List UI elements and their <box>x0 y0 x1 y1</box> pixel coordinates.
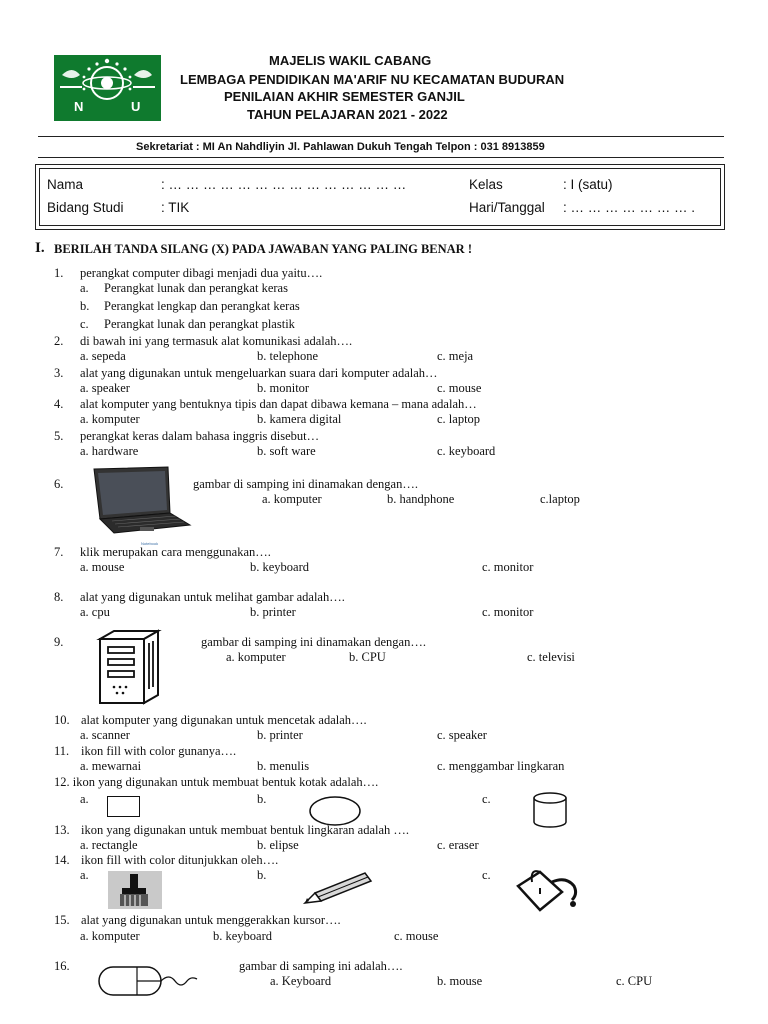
q11-option-c[interactable]: c. menggambar lingkaran <box>437 759 565 773</box>
q13-text: ikon yang digunakan untuk membuat bentuk lingkaran adalah …. <box>81 823 410 837</box>
q1-option-a[interactable]: Perangkat lunak dan perangkat keras <box>104 281 288 295</box>
q3-number: 3. <box>54 366 64 380</box>
header-line-4: TAHUN PELAJARAN 2021 - 2022 <box>247 107 448 122</box>
q1-option-a-letter: a. <box>80 281 89 295</box>
q14-text: ikon fill with color ditunjukkan oleh…. <box>81 853 279 867</box>
q1-option-b-letter: b. <box>80 299 90 313</box>
q1-option-c[interactable]: Perangkat lunak dan perangkat plastik <box>104 317 295 331</box>
q7-number: 7. <box>54 545 64 559</box>
q12-option-a[interactable]: a. <box>80 792 89 806</box>
q2-option-c[interactable]: c. meja <box>437 349 474 363</box>
q1-text: perangkat computer dibagi menjadi dua yaitu…. <box>80 266 323 280</box>
q4-text: alat komputer yang bentuknya tipis dan dapat dibawa kemana – mana adalah… <box>80 397 477 411</box>
q6-option-b[interactable]: b. handphone <box>387 492 455 506</box>
q2-option-b[interactable]: b. telephone <box>257 349 319 363</box>
q13-number: 13. <box>54 823 70 837</box>
q10-option-b[interactable]: b. printer <box>257 728 303 742</box>
q13-option-a[interactable]: a. rectangle <box>80 838 138 852</box>
brush-icon[interactable] <box>108 871 162 909</box>
q11-number: 11. <box>54 744 70 758</box>
header-divider-bottom <box>38 157 724 158</box>
q4-number: 4. <box>54 397 64 411</box>
kelas-value: : I (satu) <box>563 177 613 192</box>
q16-option-b[interactable]: b. mouse <box>437 974 483 988</box>
q10-option-a[interactable]: a. scanner <box>80 728 130 742</box>
header-divider-top <box>38 136 724 137</box>
q11-option-a[interactable]: a. mewarnai <box>80 759 142 773</box>
q10-text: alat komputer yang digunakan untuk mencetak adalah…. <box>81 713 367 727</box>
cpu-tower-image <box>96 629 162 705</box>
secretariat-line: Sekretariat : MI An Nahdliyin Jl. Pahlawan Dukuh Tengah Telpon : 031 8913859 <box>136 141 545 153</box>
q16-number: 16. <box>54 959 70 973</box>
q12-text: 12. ikon yang digunakan untuk membuat bentuk kotak adalah…. <box>54 775 379 789</box>
q14-number: 14. <box>54 853 70 867</box>
header-line-2: LEMBAGA PENDIDIKAN MA'ARIF NU KECAMATAN BUDURAN <box>180 72 565 87</box>
cylinder-icon[interactable] <box>532 791 568 829</box>
q7-option-c[interactable]: c. monitor <box>482 560 534 574</box>
q2-text: di bawah ini yang termasuk alat komunikasi adalah…. <box>80 334 353 348</box>
q12-option-b[interactable]: b. <box>257 792 267 806</box>
q16-option-a[interactable]: a. Keyboard <box>270 974 332 988</box>
q9-option-b[interactable]: b. CPU <box>349 650 386 664</box>
q8-option-b[interactable]: b. printer <box>250 605 296 619</box>
q15-option-b[interactable]: b. keyboard <box>213 929 273 943</box>
q5-text: perangkat keras dalam bahasa inggris disebut… <box>80 429 320 443</box>
q3-option-b[interactable]: b. monitor <box>257 381 310 395</box>
q1-number: 1. <box>54 266 64 280</box>
section-numeral: I. <box>35 240 45 256</box>
q6-option-c[interactable]: c.laptop <box>540 492 580 506</box>
q2-number: 2. <box>54 334 64 348</box>
q15-option-c[interactable]: c. mouse <box>394 929 439 943</box>
q10-number: 10. <box>54 713 70 727</box>
q4-option-b[interactable]: b. kamera digital <box>257 412 342 426</box>
hari-tanggal-value[interactable]: : … … … … … … … . <box>563 200 696 215</box>
q5-option-a[interactable]: a. hardware <box>80 444 139 458</box>
header-line-3: PENILAIAN AKHIR SEMESTER GANJIL <box>224 89 465 104</box>
section-instruction: BERILAH TANDA SILANG (X) PADA JAWABAN YANG PALING BENAR ! <box>54 242 472 256</box>
q7-option-a[interactable]: a. mouse <box>80 560 125 574</box>
q3-option-a[interactable]: a. speaker <box>80 381 130 395</box>
q8-option-a[interactable]: a. cpu <box>80 605 110 619</box>
q8-option-c[interactable]: c. monitor <box>482 605 534 619</box>
q4-option-c[interactable]: c. laptop <box>437 412 481 426</box>
q14-option-b[interactable]: b. <box>257 868 267 882</box>
q12-option-c[interactable]: c. <box>482 792 491 806</box>
q4-option-a[interactable]: a. komputer <box>80 412 140 426</box>
kelas-label: Kelas <box>469 177 503 192</box>
hari-tanggal-label: Hari/Tanggal <box>469 200 545 215</box>
q3-option-c[interactable]: c. mouse <box>437 381 482 395</box>
q6-number: 6. <box>54 477 64 491</box>
q6-option-a[interactable]: a. komputer <box>262 492 322 506</box>
q15-option-a[interactable]: a. komputer <box>80 929 140 943</box>
nu-logo <box>54 55 161 121</box>
q16-text: gambar di samping ini adalah…. <box>239 959 403 973</box>
paint-bucket-icon[interactable] <box>512 868 580 914</box>
q9-option-a[interactable]: a. komputer <box>226 650 286 664</box>
q5-option-b[interactable]: b. soft ware <box>257 444 316 458</box>
q6-text: gambar di samping ini dinamakan dengan…. <box>193 477 418 491</box>
rectangle-icon[interactable] <box>107 796 140 817</box>
pencil-icon[interactable] <box>301 871 375 905</box>
header-line-1: MAJELIS WAKIL CABANG <box>269 53 432 68</box>
nama-value[interactable]: : … … … … … … … … … … … … … … <box>161 177 407 192</box>
q1-option-b[interactable]: Perangkat lengkap dan perangkat keras <box>104 299 300 313</box>
laptop-image <box>88 463 194 543</box>
q15-number: 15. <box>54 913 70 927</box>
q11-option-b[interactable]: b. menulis <box>257 759 310 773</box>
mouse-image <box>97 964 207 998</box>
q15-text: alat yang digunakan untuk menggerakkan kursor…. <box>81 913 341 927</box>
q9-number: 9. <box>54 635 64 649</box>
nama-label: Nama <box>47 177 84 192</box>
q13-option-b[interactable]: b. elipse <box>257 838 299 852</box>
q14-option-a[interactable]: a. <box>80 868 89 882</box>
q9-text: gambar di samping ini dinamakan dengan…. <box>201 635 426 649</box>
nu-logo-text: N U <box>74 99 141 114</box>
q10-option-c[interactable]: c. speaker <box>437 728 487 742</box>
q5-number: 5. <box>54 429 64 443</box>
q1-option-c-letter: c. <box>80 317 89 331</box>
laptop-image-caption: Notebook <box>141 541 159 546</box>
q8-number: 8. <box>54 590 64 604</box>
q11-text: ikon fill with color gunanya…. <box>81 744 237 758</box>
q8-text: alat yang digunakan untuk melihat gambar adalah…. <box>80 590 345 604</box>
q5-option-c[interactable]: c. keyboard <box>437 444 496 458</box>
q3-text: alat yang digunakan untuk mengeluarkan suara dari komputer adalah… <box>80 366 438 380</box>
q9-option-c[interactable]: c. televisi <box>527 650 575 664</box>
q7-text: klik merupakan cara menggunakan…. <box>80 545 271 559</box>
q2-option-a[interactable]: a. sepeda <box>80 349 126 363</box>
q7-option-b[interactable]: b. keyboard <box>250 560 310 574</box>
bidang-studi-label: Bidang Studi <box>47 200 124 215</box>
bidang-studi-value: : TIK <box>161 200 190 215</box>
q13-option-c[interactable]: c. eraser <box>437 838 479 852</box>
q16-option-c[interactable]: c. CPU <box>616 974 653 988</box>
q14-option-c[interactable]: c. <box>482 868 491 882</box>
